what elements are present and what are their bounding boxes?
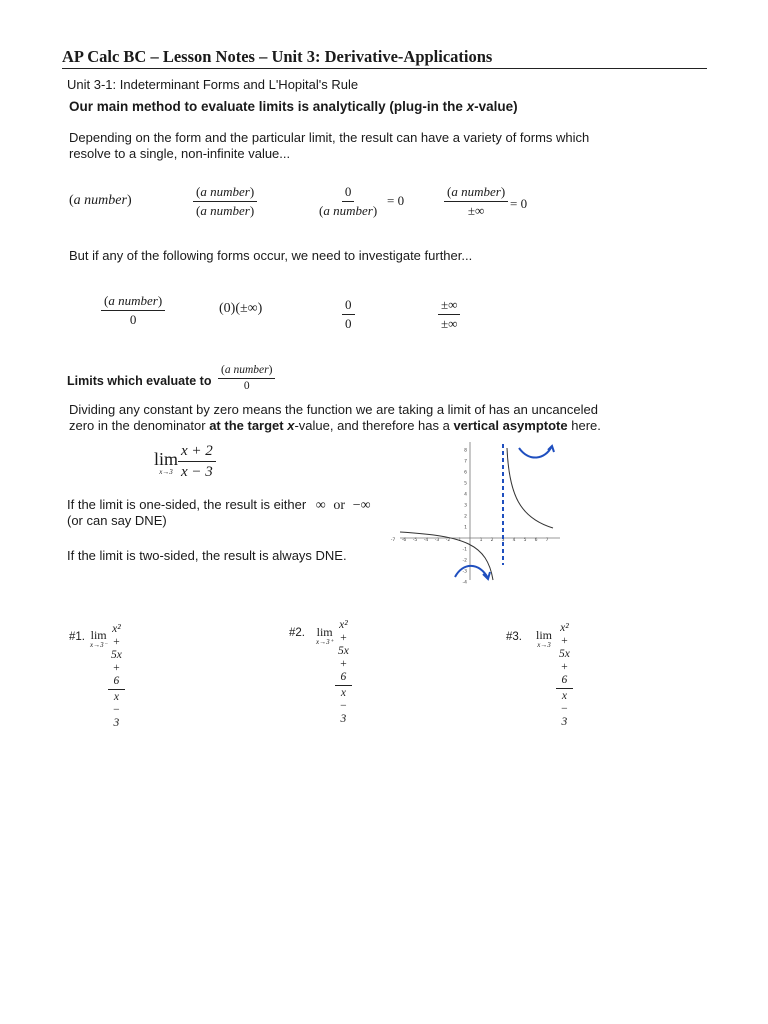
form-zero-times-infinity: (0)(±∞) <box>219 301 263 316</box>
dividing-line-1: Dividing any constant by zero means the function we are taking a limit of has an uncanceled <box>69 402 598 417</box>
y-tick-label: 2 <box>464 514 467 520</box>
downward-arrow-icon <box>455 566 488 578</box>
x-tick-label: 1 <box>479 538 483 543</box>
x-tick-label: 5 <box>523 538 527 543</box>
intro-line-2: resolve to a single, non-infinite value... <box>69 146 291 161</box>
x-tick-label: -3 <box>434 538 440 543</box>
example-fraction: $\frac{x + 2}{x - 3}$ <box>178 442 216 481</box>
main-method-heading: Our main method to evaluate limits is analytically (plug-in the x-value) <box>69 99 518 114</box>
x-tick-label: 2 <box>490 538 494 543</box>
section-title: Unit 3-1: Indeterminant Forms and L'Hopital's Rule <box>67 77 359 92</box>
x-tick-label: -2 <box>445 538 451 543</box>
y-tick-label: -3 <box>462 569 467 575</box>
investigate-line: But if any of the following forms occur, we need to investigate further... <box>69 248 473 263</box>
y-tick-label: 8 <box>464 448 467 454</box>
y-tick-label: 1 <box>464 525 467 531</box>
form-infinity-over-infinity: ±∞ ±∞ <box>438 297 460 332</box>
dividing-line-2: zero in the denominator at the target x-value, and therefore has a vertical asymptote here. <box>69 418 601 433</box>
intro-line-1: Depending on the form and the particular limit, the result can have a variety of forms which <box>69 130 590 145</box>
title-underline <box>62 68 707 69</box>
asymptote-graph <box>390 440 565 586</box>
one-sided-line: If the limit is one-sided, the result is either ∞ or −∞ <box>67 497 371 513</box>
x-tick-label: 7 <box>545 538 549 543</box>
dne-line: (or can say DNE) <box>67 513 167 528</box>
document-title: AP Calc BC – Lesson Notes – Unit 3: Derivative-Applications <box>62 47 493 66</box>
problem-3-label: #3. <box>506 631 522 643</box>
dividing-paragraph <box>69 402 601 434</box>
example-limit: lim x→3 <box>154 449 179 476</box>
y-tick-label: 3 <box>464 503 467 509</box>
x-tick-label: -6 <box>401 538 407 543</box>
y-tick-label: -4 <box>462 580 467 586</box>
problem-1-label: #1. <box>69 631 85 643</box>
y-tick-label: 6 <box>464 470 467 476</box>
y-tick-label: 5 <box>464 481 467 487</box>
form-number-over-infinity: (a number) ±∞ <box>444 184 508 219</box>
intro-paragraph <box>69 130 589 162</box>
heading-number-over-zero: (a number) 0 <box>218 364 275 393</box>
x-tick-label: 3 <box>501 538 505 543</box>
x-tick-label: -4 <box>423 538 429 543</box>
y-tick-label: -2 <box>462 558 467 564</box>
form-number-over-zero: (a number) 0 <box>101 293 165 328</box>
form-number-over-number: (a number) (a number) <box>193 184 257 219</box>
y-tick-label: 7 <box>464 459 467 465</box>
problem-2-label: #2. <box>289 627 305 639</box>
eq-zero-2: = 0 <box>510 196 528 211</box>
form-zero-over-number: 0 (a number) <box>319 184 378 218</box>
y-tick-label: -1 <box>462 547 467 553</box>
x-tick-label: 6 <box>534 538 538 543</box>
form-zero-over-zero: $\frac{0}{0}$ <box>342 297 355 332</box>
limits-evaluate-heading: Limits which evaluate to <box>67 374 212 388</box>
two-sided-line: If the limit is two-sided, the result is always DNE. <box>67 548 347 563</box>
curve-right-branch <box>507 448 553 528</box>
upward-arrow-icon <box>519 446 552 458</box>
x-tick-label: -7 <box>390 538 396 543</box>
y-tick-label: 4 <box>464 492 467 498</box>
x-tick-label: -5 <box>412 538 418 543</box>
form-a-number: (a number) <box>69 193 132 208</box>
eq-zero-1: = 0 <box>387 193 405 208</box>
x-tick-label: 4 <box>512 538 516 543</box>
x-tick-label: -1 <box>456 538 462 543</box>
